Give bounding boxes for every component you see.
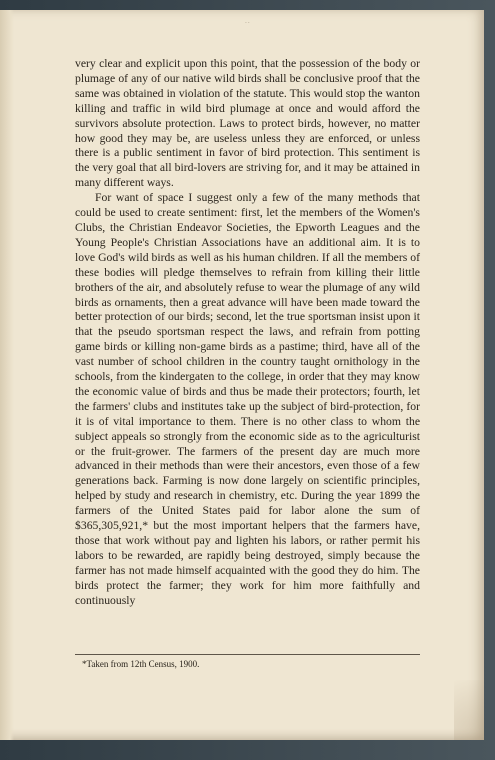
page-binding-shadow	[0, 10, 14, 740]
footnote: *Taken from 12th Census, 1900.	[82, 659, 200, 669]
paragraph-2: For want of space I suggest only a few of the many methods that could be used to create sentiment: first, let the members of the Women's Clubs, the Christian Endeavor Societies, the Epworth Leagues and the Young People's Christian Associations have an additional aim. It is to love God's wild birds as well as his human children. If all the members of these bodies will pledge themselves to refrain from killing their little brothers of the air, and absolutely refuse to wear the plumage of any wild birds as ornaments, then a great advance will have been made toward the better protection of our birds; second, let the true sportsman insist upon it that the pseudo sportsman respect the laws, and refrain from potting game birds or killing non-game birds as a pastime; third, have all of the vast number of school children in the country taught ornithology in the schools, from the kindergaten to the college, in order that they may know the economic value of birds and thus be made their protectors; fourth, let the farmers' clubs and institutes take up the subject of bird-protection, for it is of vital importance to them. There is no other class to whom the subject appeals so strongly from the economic side as to the agriculturist or the fruit-grower. The farmers of the present day are much more advanced in their methods than were their ancestors, even those of a few generations back. Farming is now done largely on scientific principles, helped by study and research in chemistry, etc. During the year 1899 the farmers of the United States paid for labor alone the sum of $365,305,921,* but the most important helpers that the farmers have, those that work without pay and lighten his labors, or rather permit his labors to be rewarded, are rapidly being destroyed, simply because the farmer has not made himself acquainted with the good they do him. The birds protect the farmer; they work for him more faithfully and continuously	[75, 191, 420, 607]
footnote-rule	[75, 654, 420, 655]
paragraph-1: very clear and explicit upon this point, that the possession of the body or plumage of any of our native wild birds shall be conclusive proof that the same was obtained in violation of the statute. This would stop the wanton killing and traffic in wild bird plumage at once and would afford the survivors absolute protection. Laws to protect birds, however, no matter how good they may be, are useless unless they are enforced, or unless there is a public sentiment in favor of bird protection. This sentiment is the very goal that all bird-lovers are striving for, and it may be attained in many different ways.	[75, 57, 420, 190]
body-text	[75, 57, 420, 609]
page-edge-stain	[454, 680, 484, 740]
page-top-mark: ··	[245, 20, 251, 27]
